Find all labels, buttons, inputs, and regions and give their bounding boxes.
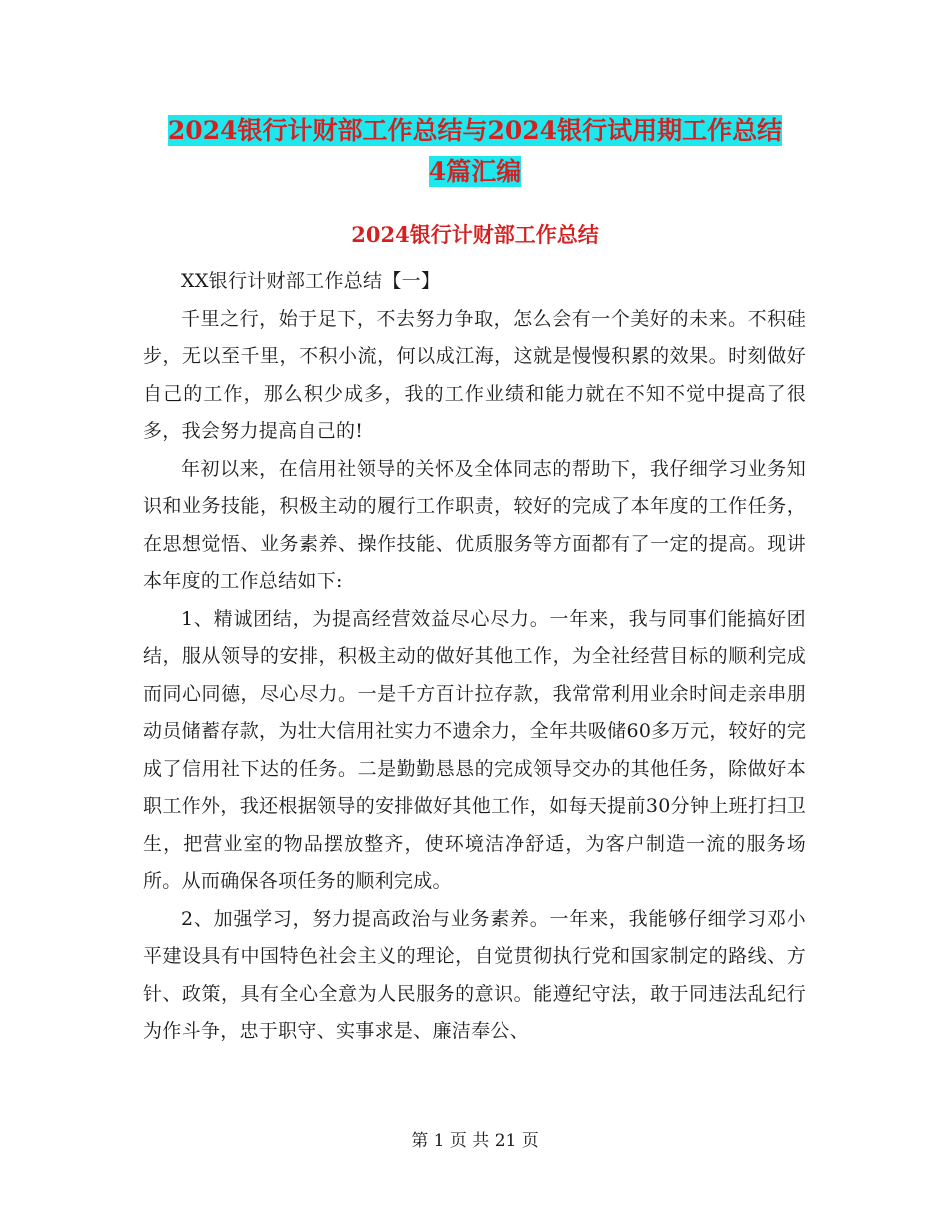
paragraph-heading: XX银行计财部工作总结【一】 [181, 270, 441, 292]
section-title: 2024银行计财部工作总结 [351, 222, 599, 247]
document-title [140, 110, 810, 192]
paragraph: 2、加强学习，努力提高政治与业务素养。一年来，我能够仔细学习邓小平建设具有中国特色社会主义的理论，自觉贯彻执行党和国家制定的路线、方针、政策，具有全心全意为人民服务的意识。能遵纪守法，敢于同违法乱纪行为作斗争，忠于职守、实事求是、廉洁奉公、 [143, 907, 806, 1042]
title-line-1: 2024银行计财部工作总结与2024银行试用期工作总结 [167, 116, 783, 145]
page-number-footer: 第 1 页 共 21 页 [411, 1131, 539, 1151]
title-line-2: 4篇汇编 [428, 157, 522, 186]
paragraph: 千里之行，始于足下，不去努力争取，怎么会有一个美好的未来。不积硅步，无以至千里，不积小流，何以成江海，这就是慢慢积累的效果。时刻做好自己的工作，那么积少成多，我的工作业绩和能力就在不知不觉中提高了很多，我会努力提高自己的! [143, 307, 806, 442]
paragraph: 年初以来，在信用社领导的关怀及全体同志的帮助下，我仔细学习业务知识和业务技能，积极主动的履行工作职责，较好的完成了本年度的工作任务，在思想觉悟、业务素养、操作技能、优质服务等方面都有了一定的提高。现讲本年度的工作总结如下: [143, 457, 806, 592]
document-body [143, 263, 806, 1051]
paragraph: 1、精诚团结，为提高经营效益尽心尽力。一年来，我与同事们能搞好团结，服从领导的安排，积极主动的做好其他工作，为全社经营目标的顺利完成而同心同德，尽心尽力。一是千方百计拉存款，我常常利用业余时间走亲串朋动员储蓄存款，为壮大信用社实力不遗余力，全年共吸储60多万元，较好的完成了信用社下达的任务。二是勤勤恳恳的完成领导交办的其他任务，除做好本职工作外，我还根据领导的安排做好其他工作，如每天提前30分钟上班打扫卫生，把营业室的物品摆放整齐，使环境洁净舒适，为客户制造一流的服务场所。从而确保各项任务的顺利完成。 [143, 607, 806, 892]
